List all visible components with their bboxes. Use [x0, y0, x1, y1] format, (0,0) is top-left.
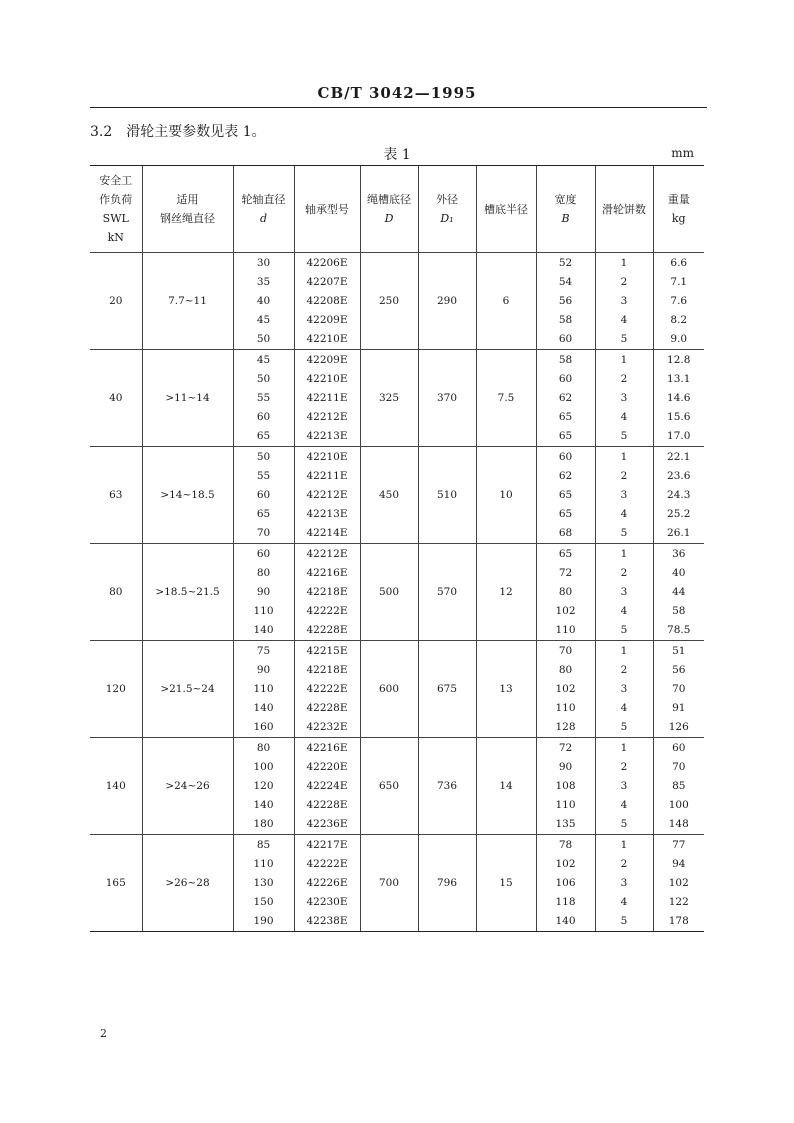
weight-cell-value: 126: [668, 720, 689, 733]
header-sheave-count: 滑轮饼数: [595, 166, 653, 253]
bearing-model-cell-value: 42211E: [306, 469, 348, 482]
sheave-count-cell: [595, 641, 653, 738]
weight-cell: [653, 835, 704, 932]
weight-cell-value: 94: [672, 857, 686, 870]
table-header-row: [90, 166, 704, 253]
weight-cell-value: 8.2: [670, 313, 688, 326]
groove-diameter-cell: 700: [360, 835, 418, 932]
sheave-count-cell: [595, 544, 653, 641]
sheave-count-cell-value: 3: [620, 876, 628, 889]
shaft-diameter-cell-value: 120: [253, 779, 274, 792]
shaft-diameter-cell-value: 110: [253, 604, 274, 617]
sheave-count-cell-value: 1: [620, 644, 628, 657]
weight-cell-value: 25.2: [667, 507, 691, 520]
width-cell-value: 62: [558, 469, 573, 482]
bearing-model-cell-value: 42230E: [306, 895, 348, 908]
sheave-count-cell-value: 3: [620, 585, 628, 598]
bearing-model-cell-value: 42214E: [306, 526, 348, 539]
width-cell-value: 56: [558, 294, 573, 307]
shaft-diameter-cell-value: 90: [256, 663, 271, 676]
shaft-diameter-cell-value: 160: [253, 720, 274, 733]
table-row-group: [90, 544, 704, 641]
bearing-model-cell-value: 42216E: [306, 566, 348, 579]
groove-diameter-cell: 650: [360, 738, 418, 835]
weight-cell-value: 51: [672, 644, 686, 657]
bearing-model-cell: [294, 350, 360, 447]
sheave-count-cell-value: 1: [620, 741, 628, 754]
bearing-model-cell: [294, 544, 360, 641]
shaft-diameter-cell-value: 140: [253, 798, 274, 811]
bearing-model-cell-value: 42210E: [306, 450, 348, 463]
sheave-count-cell-value: 2: [620, 663, 628, 676]
weight-cell: [653, 350, 704, 447]
table-row-group: [90, 738, 704, 835]
bearing-model-cell-value: 42238E: [306, 914, 348, 927]
shaft-diameter-cell-value: 50: [256, 450, 271, 463]
outer-diameter-cell: 290: [418, 253, 476, 350]
shaft-diameter-cell-value: 50: [256, 372, 271, 385]
bearing-model-cell-value: 42216E: [306, 741, 348, 754]
shaft-diameter-cell-value: 65: [256, 507, 271, 520]
table-row-group: [90, 641, 704, 738]
width-cell-value: 65: [558, 547, 573, 560]
table-body: [90, 253, 704, 932]
bearing-model-cell: [294, 641, 360, 738]
groove-radius-cell: 6: [476, 253, 536, 350]
bearing-model-cell-value: 42236E: [306, 817, 348, 830]
sheave-count-cell-value: 3: [620, 294, 628, 307]
standard-header: CB/T 3042—1995: [317, 84, 477, 102]
bearing-model-cell-value: 42228E: [306, 798, 348, 811]
shaft-diameter-cell: [233, 253, 294, 350]
table-row-group: [90, 253, 704, 350]
bearing-model-cell-value: 42218E: [306, 585, 348, 598]
width-cell-value: 65: [558, 410, 573, 423]
shaft-diameter-cell-value: 190: [253, 914, 274, 927]
weight-cell-value: 102: [668, 876, 689, 889]
shaft-diameter-cell-value: 180: [253, 817, 274, 830]
outer-diameter-cell: 570: [418, 544, 476, 641]
width-cell-value: 68: [558, 526, 573, 539]
header-width: 宽度 B: [536, 166, 595, 253]
bearing-model-cell-value: 42218E: [306, 663, 348, 676]
rope-diameter-cell: >26~28: [142, 835, 233, 932]
sheave-count-cell-value: 5: [620, 429, 628, 442]
width-cell-value: 80: [558, 663, 573, 676]
rope-diameter-cell: >24~26: [142, 738, 233, 835]
sheave-count-cell-value: 2: [620, 857, 628, 870]
sheave-count-cell: [595, 253, 653, 350]
shaft-diameter-cell-value: 85: [256, 838, 271, 851]
table-row-group: [90, 835, 704, 932]
shaft-diameter-cell-value: 65: [256, 429, 271, 442]
swl-cell: 40: [90, 350, 142, 447]
header-swl: 安全工 作负荷 SWL kN: [90, 166, 142, 253]
width-cell: [536, 253, 595, 350]
width-cell-value: 70: [558, 644, 573, 657]
width-cell-value: 118: [555, 895, 576, 908]
swl-cell: 63: [90, 447, 142, 544]
sheave-count-cell-value: 5: [620, 817, 628, 830]
width-cell-value: 52: [558, 256, 573, 269]
weight-cell-value: 70: [672, 682, 686, 695]
header-groove-diameter: 绳槽底径 D: [360, 166, 418, 253]
weight-cell-value: 15.6: [667, 410, 691, 423]
outer-diameter-cell: 370: [418, 350, 476, 447]
width-cell-value: 65: [558, 488, 573, 501]
width-cell: [536, 544, 595, 641]
weight-cell-value: 23.6: [667, 469, 691, 482]
table-row-group: [90, 350, 704, 447]
sheave-count-cell-value: 2: [620, 372, 628, 385]
pulley-parameter-table: [90, 165, 704, 932]
header-bearing-model: 轴承型号: [294, 166, 360, 253]
width-cell-value: 72: [558, 741, 573, 754]
header-rule: [90, 107, 707, 108]
bearing-model-cell-value: 42228E: [306, 701, 348, 714]
sheave-count-cell-value: 1: [620, 450, 628, 463]
header-weight: 重量 kg: [653, 166, 704, 253]
width-cell-value: 140: [555, 914, 576, 927]
sheave-count-cell-value: 2: [620, 760, 628, 773]
swl-cell: 80: [90, 544, 142, 641]
weight-cell-value: 44: [672, 585, 686, 598]
sheave-count-cell-value: 5: [620, 623, 628, 636]
sheave-count-cell-value: 1: [620, 353, 628, 366]
weight-cell-value: 56: [672, 663, 686, 676]
width-cell: [536, 350, 595, 447]
section-number: 3.2: [90, 124, 113, 140]
shaft-diameter-cell-value: 40: [256, 294, 271, 307]
weight-cell-value: 58: [672, 604, 686, 617]
groove-diameter-cell: 450: [360, 447, 418, 544]
width-cell: [536, 641, 595, 738]
shaft-diameter-cell-value: 45: [256, 353, 271, 366]
sheave-count-cell-value: 3: [620, 682, 628, 695]
groove-radius-cell: 7.5: [476, 350, 536, 447]
sheave-count-cell-value: 1: [620, 838, 628, 851]
weight-cell-value: 7.6: [670, 294, 688, 307]
width-cell-value: 102: [555, 604, 576, 617]
width-cell-value: 135: [555, 817, 576, 830]
weight-cell-value: 91: [672, 701, 686, 714]
width-cell-value: 60: [558, 450, 573, 463]
groove-diameter-cell: 600: [360, 641, 418, 738]
bearing-model-cell: [294, 447, 360, 544]
shaft-diameter-cell-value: 60: [256, 547, 271, 560]
shaft-diameter-cell-value: 80: [256, 741, 271, 754]
shaft-diameter-cell-value: 110: [253, 682, 274, 695]
width-cell-value: 110: [555, 623, 576, 636]
sheave-count-cell-value: 3: [620, 779, 628, 792]
bearing-model-cell-value: 42208E: [306, 294, 348, 307]
width-cell-value: 60: [558, 332, 573, 345]
weight-cell-value: 100: [668, 798, 689, 811]
shaft-diameter-cell-value: 140: [253, 701, 274, 714]
table-unit: mm: [671, 146, 694, 160]
bearing-model-cell-value: 42222E: [306, 604, 348, 617]
weight-cell-value: 7.1: [670, 275, 688, 288]
table-caption: 表 1: [383, 147, 411, 163]
header-shaft-diameter: 轮轴直径 d: [233, 166, 294, 253]
sheave-count-cell-value: 3: [620, 391, 628, 404]
bearing-model-cell-value: 42206E: [306, 256, 348, 269]
shaft-diameter-cell-value: 55: [256, 391, 271, 404]
shaft-diameter-cell-value: 60: [256, 488, 271, 501]
bearing-model-cell-value: 42228E: [306, 623, 348, 636]
groove-radius-cell: 10: [476, 447, 536, 544]
sheave-count-cell: [595, 350, 653, 447]
bearing-model-cell-value: 42209E: [306, 313, 348, 326]
outer-diameter-cell: 675: [418, 641, 476, 738]
shaft-diameter-cell-value: 90: [256, 585, 271, 598]
sheave-count-cell-value: 1: [620, 547, 628, 560]
bearing-model-cell-value: 42212E: [306, 488, 348, 501]
rope-diameter-cell: >14~18.5: [142, 447, 233, 544]
sheave-count-cell-value: 4: [620, 507, 628, 520]
sheave-count-cell-value: 2: [620, 275, 628, 288]
width-cell-value: 108: [555, 779, 576, 792]
width-cell-value: 58: [558, 313, 573, 326]
shaft-diameter-cell-value: 110: [253, 857, 274, 870]
bearing-model-cell-value: 42217E: [306, 838, 348, 851]
rope-diameter-cell: 7.7~11: [142, 253, 233, 350]
sheave-count-cell: [595, 447, 653, 544]
width-cell-value: 90: [558, 760, 573, 773]
shaft-diameter-cell-value: 100: [253, 760, 274, 773]
groove-diameter-cell: 325: [360, 350, 418, 447]
bearing-model-cell-value: 42210E: [306, 372, 348, 385]
sheave-count-cell-value: 4: [620, 895, 628, 908]
weight-cell-value: 17.0: [667, 429, 691, 442]
width-cell: [536, 835, 595, 932]
shaft-diameter-cell: [233, 544, 294, 641]
swl-cell: 120: [90, 641, 142, 738]
bearing-model-cell-value: 42211E: [306, 391, 348, 404]
bearing-model-cell-value: 42207E: [306, 275, 348, 288]
sheave-count-cell-value: 5: [620, 914, 628, 927]
shaft-diameter-cell-value: 140: [253, 623, 274, 636]
weight-cell-value: 22.1: [667, 450, 691, 463]
shaft-diameter-cell-value: 55: [256, 469, 271, 482]
bearing-model-cell-value: 42213E: [306, 429, 348, 442]
bearing-model-cell-value: 42226E: [306, 876, 348, 889]
weight-cell: [653, 447, 704, 544]
outer-diameter-cell: 510: [418, 447, 476, 544]
shaft-diameter-cell-value: 130: [253, 876, 274, 889]
width-cell-value: 102: [555, 682, 576, 695]
width-cell-value: 60: [558, 372, 573, 385]
shaft-diameter-cell-value: 70: [256, 526, 271, 539]
shaft-diameter-cell: [233, 447, 294, 544]
width-cell-value: 78: [558, 838, 573, 851]
bearing-model-cell-value: 42213E: [306, 507, 348, 520]
bearing-model-cell-value: 42212E: [306, 410, 348, 423]
bearing-model-cell-value: 42232E: [306, 720, 348, 733]
sheave-count-cell-value: 2: [620, 469, 628, 482]
weight-cell-value: 148: [668, 817, 689, 830]
bearing-model-cell-value: 42212E: [306, 547, 348, 560]
weight-cell: [653, 253, 704, 350]
sheave-count-cell-value: 4: [620, 313, 628, 326]
groove-radius-cell: 15: [476, 835, 536, 932]
weight-cell-value: 13.1: [667, 372, 691, 385]
width-cell-value: 72: [558, 566, 573, 579]
weight-cell-value: 70: [672, 760, 686, 773]
bearing-model-cell-value: 42222E: [306, 682, 348, 695]
weight-cell-value: 60: [672, 741, 686, 754]
sheave-count-cell-value: 4: [620, 798, 628, 811]
weight-cell-value: 178: [668, 914, 689, 927]
shaft-diameter-cell: [233, 350, 294, 447]
weight-cell-value: 77: [672, 838, 686, 851]
rope-diameter-cell: >18.5~21.5: [142, 544, 233, 641]
width-cell-value: 54: [558, 275, 573, 288]
width-cell-value: 62: [558, 391, 573, 404]
groove-radius-cell: 13: [476, 641, 536, 738]
swl-cell: 140: [90, 738, 142, 835]
sheave-count-cell-value: 4: [620, 701, 628, 714]
sheave-count-cell-value: 4: [620, 410, 628, 423]
width-cell-value: 65: [558, 507, 573, 520]
sheave-count-cell: [595, 835, 653, 932]
width-cell-value: 102: [555, 857, 576, 870]
header-outer-diameter: 外径 D₁: [418, 166, 476, 253]
bearing-model-cell: [294, 835, 360, 932]
weight-cell-value: 6.6: [670, 256, 688, 269]
groove-diameter-cell: 250: [360, 253, 418, 350]
bearing-model-cell-value: 42210E: [306, 332, 348, 345]
bearing-model-cell-value: 42215E: [306, 644, 348, 657]
sheave-count-cell-value: 5: [620, 720, 628, 733]
shaft-diameter-cell-value: 35: [256, 275, 271, 288]
sheave-count-cell-value: 4: [620, 604, 628, 617]
shaft-diameter-cell-value: 45: [256, 313, 271, 326]
weight-cell-value: 14.6: [667, 391, 691, 404]
width-cell-value: 65: [558, 429, 573, 442]
groove-radius-cell: 12: [476, 544, 536, 641]
width-cell: [536, 447, 595, 544]
shaft-diameter-cell-value: 60: [256, 410, 271, 423]
header-rope-diameter: 适用 钢丝绳直径: [142, 166, 233, 253]
bearing-model-cell: [294, 253, 360, 350]
sheave-count-cell-value: 5: [620, 526, 628, 539]
weight-cell-value: 12.8: [667, 353, 691, 366]
bearing-model-cell-value: 42222E: [306, 857, 348, 870]
groove-diameter-cell: 500: [360, 544, 418, 641]
bearing-model-cell-value: 42224E: [306, 779, 348, 792]
groove-radius-cell: 14: [476, 738, 536, 835]
sheave-count-cell-value: 5: [620, 332, 628, 345]
width-cell-value: 58: [558, 353, 573, 366]
sheave-count-cell-value: 2: [620, 566, 628, 579]
shaft-diameter-cell-value: 150: [253, 895, 274, 908]
header-groove-radius: 槽底半径: [476, 166, 536, 253]
shaft-diameter-cell-value: 80: [256, 566, 271, 579]
swl-cell: 20: [90, 253, 142, 350]
swl-cell: 165: [90, 835, 142, 932]
weight-cell-value: 9.0: [670, 332, 688, 345]
width-cell: [536, 738, 595, 835]
weight-cell: [653, 544, 704, 641]
outer-diameter-cell: 736: [418, 738, 476, 835]
width-cell-value: 128: [555, 720, 576, 733]
weight-cell-value: 26.1: [667, 526, 691, 539]
sheave-count-cell-value: 1: [620, 256, 628, 269]
width-cell-value: 106: [555, 876, 576, 889]
rope-diameter-cell: >21.5~24: [142, 641, 233, 738]
weight-cell-value: 122: [668, 895, 689, 908]
bearing-model-cell: [294, 738, 360, 835]
sheave-count-cell: [595, 738, 653, 835]
shaft-diameter-cell: [233, 738, 294, 835]
weight-cell-value: 78.5: [667, 623, 691, 636]
width-cell-value: 110: [555, 701, 576, 714]
shaft-diameter-cell-value: 50: [256, 332, 271, 345]
shaft-diameter-cell: [233, 835, 294, 932]
weight-cell-value: 85: [672, 779, 686, 792]
width-cell-value: 110: [555, 798, 576, 811]
weight-cell: [653, 738, 704, 835]
section-text: 滑轮主要参数见表 1。: [126, 124, 266, 140]
section-heading: [90, 121, 266, 141]
shaft-diameter-cell-value: 75: [256, 644, 271, 657]
sheave-count-cell-value: 3: [620, 488, 628, 501]
bearing-model-cell-value: 42209E: [306, 353, 348, 366]
weight-cell-value: 24.3: [667, 488, 691, 501]
bearing-model-cell-value: 42220E: [306, 760, 348, 773]
width-cell-value: 80: [558, 585, 573, 598]
outer-diameter-cell: 796: [418, 835, 476, 932]
page-number: 2: [100, 1027, 107, 1040]
shaft-diameter-cell: [233, 641, 294, 738]
shaft-diameter-cell-value: 30: [256, 256, 271, 269]
weight-cell: [653, 641, 704, 738]
table-row-group: [90, 447, 704, 544]
rope-diameter-cell: >11~14: [142, 350, 233, 447]
weight-cell-value: 36: [672, 547, 686, 560]
weight-cell-value: 40: [672, 566, 686, 579]
